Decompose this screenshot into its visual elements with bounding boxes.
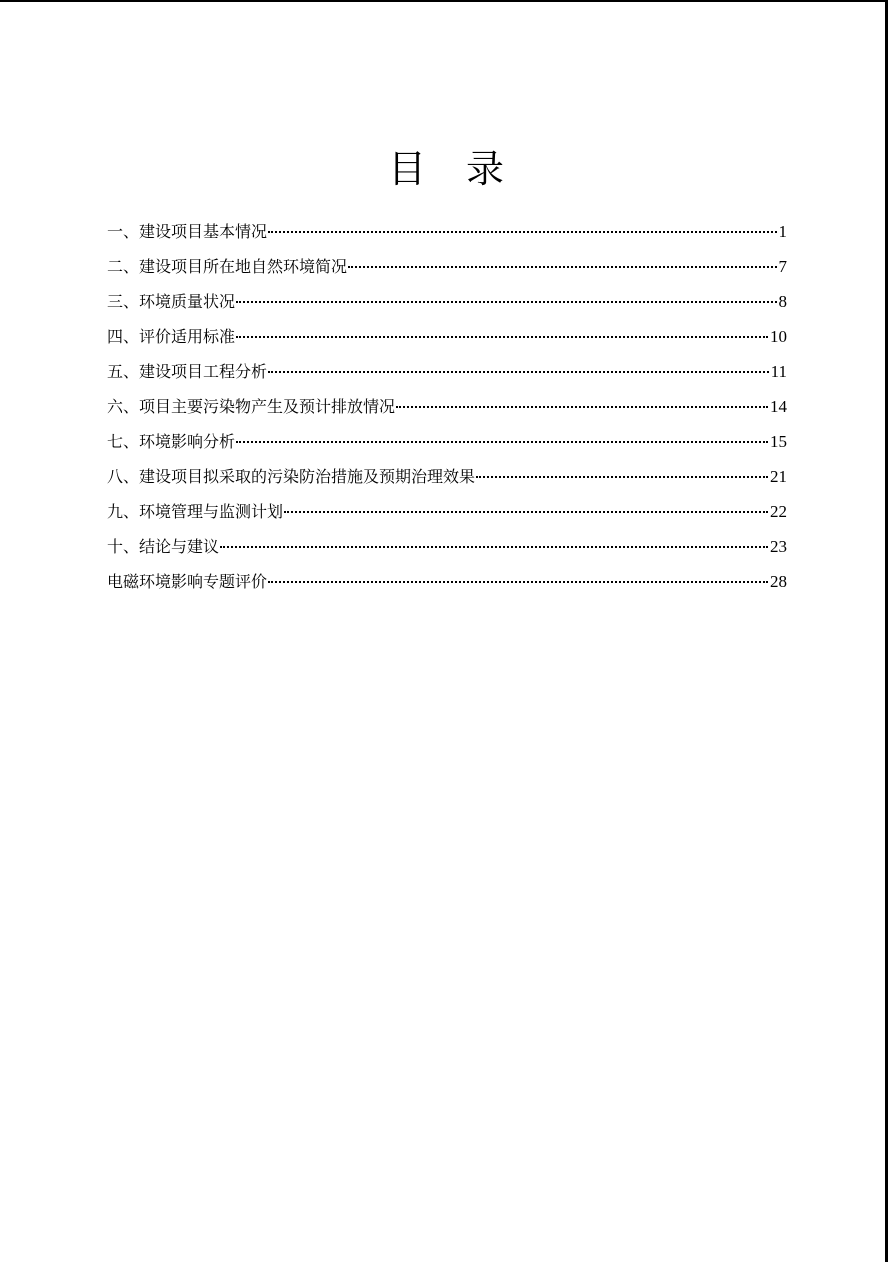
dot-leader: [284, 511, 768, 513]
toc-entry-page: 21: [770, 467, 787, 486]
dot-leader: [236, 301, 776, 303]
toc-entry-page: 1: [778, 222, 787, 241]
toc-entry-11[interactable]: [107, 567, 787, 602]
toc-entry-1[interactable]: [107, 217, 787, 252]
toc-title-part-1: 目: [387, 147, 426, 192]
toc-entry-label: 五、建设项目工程分析: [107, 362, 268, 381]
toc-entry-label: 电磁环境影响专题评价: [107, 572, 268, 591]
toc-entry-2[interactable]: [107, 252, 787, 287]
toc-entry-label: 二、建设项目所在地自然环境简况: [107, 257, 348, 276]
dot-leader: [236, 336, 768, 338]
toc-entry-page: 23: [770, 537, 787, 556]
toc-entry-4[interactable]: [107, 322, 787, 357]
dot-leader: [268, 371, 769, 373]
toc-entry-label: 九、环境管理与监测计划: [107, 502, 284, 521]
dot-leader: [348, 266, 776, 268]
toc-entry-label: 六、项目主要污染物产生及预计排放情况: [107, 397, 396, 416]
toc-entry-label: 八、建设项目拟采取的污染防治措施及预期治理效果: [107, 467, 476, 486]
toc-entry-3[interactable]: [107, 287, 787, 322]
toc-entry-7[interactable]: [107, 427, 787, 462]
dot-leader: [236, 441, 768, 443]
toc-entry-label: 十、结论与建议: [107, 537, 220, 556]
toc-entry-label: 四、评价适用标准: [107, 327, 236, 346]
toc-entry-page: 7: [778, 257, 787, 276]
dot-leader: [396, 406, 768, 408]
table-of-contents: [107, 217, 787, 602]
toc-entry-page: 15: [770, 432, 787, 451]
toc-entry-label: 一、建设项目基本情况: [107, 222, 268, 241]
toc-title-part-2: 录: [466, 147, 505, 192]
toc-entry-page: 11: [770, 362, 787, 381]
toc-entry-page: 28: [770, 572, 787, 591]
toc-title: [0, 145, 892, 193]
dot-leader: [220, 546, 768, 548]
toc-entry-page: 10: [770, 327, 787, 346]
toc-entry-10[interactable]: [107, 532, 787, 567]
dot-leader: [476, 476, 768, 478]
toc-entry-6[interactable]: [107, 392, 787, 427]
toc-entry-5[interactable]: [107, 357, 787, 392]
toc-entry-page: 22: [770, 502, 787, 521]
toc-entry-8[interactable]: [107, 462, 787, 497]
toc-entry-label: 三、环境质量状况: [107, 292, 236, 311]
toc-entry-9[interactable]: [107, 497, 787, 532]
toc-entry-page: 14: [770, 397, 787, 416]
dot-leader: [268, 231, 776, 233]
toc-entry-page: 8: [778, 292, 787, 311]
dot-leader: [268, 581, 768, 583]
toc-entry-label: 七、环境影响分析: [107, 432, 236, 451]
